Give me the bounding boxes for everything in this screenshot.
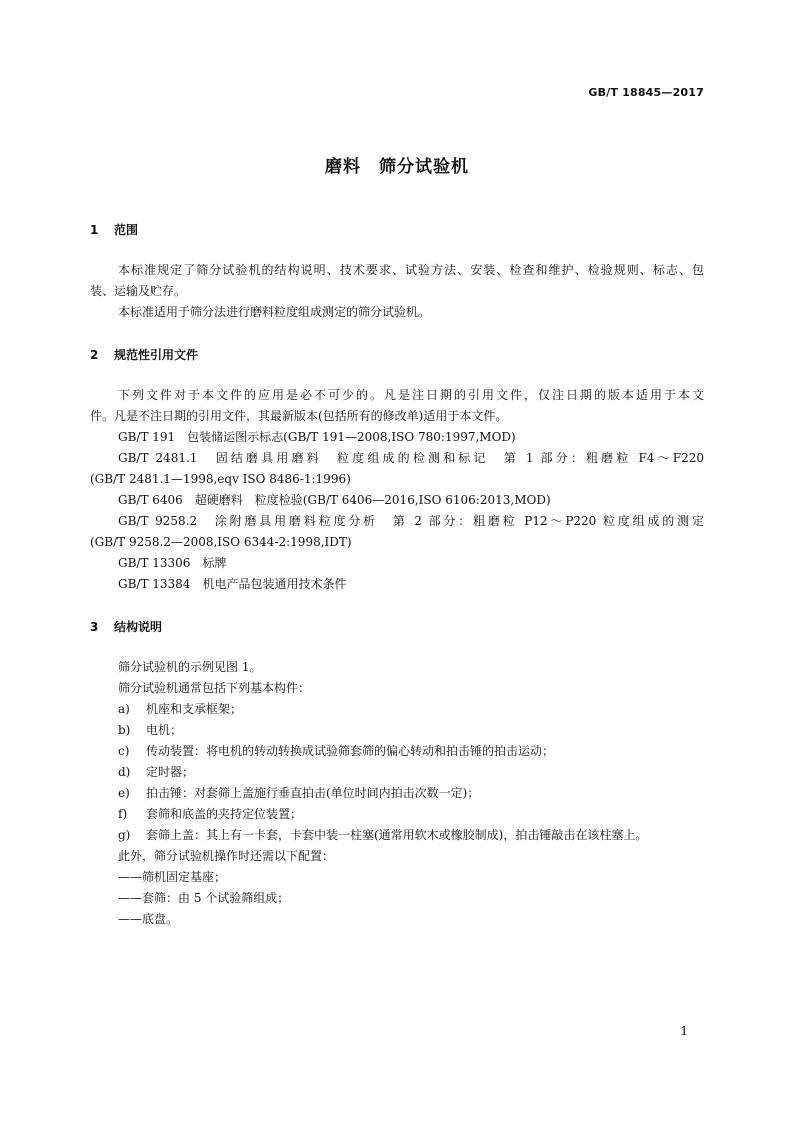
list-item-label: e) bbox=[118, 786, 130, 800]
list-item bbox=[118, 764, 194, 780]
section-number: 2 bbox=[90, 348, 99, 362]
scope-paragraph: 本标准适用于筛分法进行磨料粒度组成测定的筛分试验机。 bbox=[118, 305, 431, 319]
list-item bbox=[118, 701, 242, 717]
page-number: 1 bbox=[680, 1024, 688, 1038]
scope-paragraph-line: 本标准规定了筛分试验机的结构说明、技术要求、试验方法、安装、检查和维护、检验规则、标志、包 bbox=[118, 263, 704, 277]
list-item bbox=[118, 722, 182, 738]
reference-item: GB/T 191 包装储运图示标志(GB/T 191—2008,ISO 780:1997,MOD) bbox=[118, 430, 516, 444]
list-item bbox=[118, 743, 554, 759]
list-item-label: c) bbox=[118, 744, 130, 758]
refs-intro-line: 件。凡是不注日期的引用文件，其最新版本(包括所有的修改单)适用于本文件。 bbox=[90, 409, 508, 423]
list-item-text: 拍击锤：对套筛上盖施行垂直拍击(单位时间内拍击次数一定)； bbox=[146, 786, 480, 800]
dash-list-item: ——筛机固定基座； bbox=[118, 870, 227, 884]
list-item bbox=[118, 806, 302, 822]
reference-item: GB/T 9258.2 涂附磨具用磨料粒度分析 第 2 部分：粗磨粒 P12～P220 粒度组成的测定 bbox=[118, 514, 704, 528]
section-title: 结构说明 bbox=[114, 620, 163, 634]
section-heading-structure bbox=[90, 618, 162, 635]
list-item bbox=[118, 827, 647, 843]
structure-paragraph: 此外，筛分试验机操作时还需以下配置： bbox=[118, 849, 335, 863]
list-item-text: 传动装置：将电机的转动转换成试验筛套筛的偏心转动和拍击锤的拍击运动； bbox=[146, 744, 555, 758]
standard-code: GB/T 18845—2017 bbox=[588, 86, 704, 99]
section-heading-scope bbox=[90, 221, 138, 238]
list-item-text: 套筛和底盖的夹持定位装置； bbox=[146, 807, 303, 821]
list-item-text: 电机； bbox=[146, 723, 183, 737]
reference-item: GB/T 13306 标牌 bbox=[118, 556, 227, 570]
dash-list-item: ——套筛：由 5 个试验筛组成； bbox=[118, 891, 290, 905]
reference-item: GB/T 2481.1 固结磨具用磨料 粒度组成的检测和标记 第 1 部分：粗磨粒 F4～F220 bbox=[118, 451, 704, 465]
scope-paragraph-line: 装、运输及贮存。 bbox=[90, 284, 187, 298]
list-item-text: 机座和支承框架； bbox=[146, 702, 243, 716]
structure-paragraph: 筛分试验机的示例见图 1。 bbox=[118, 660, 262, 674]
reference-item: GB/T 13384 机电产品包装通用技术条件 bbox=[118, 577, 347, 591]
list-item-label: g) bbox=[118, 828, 131, 842]
dash-list-item: ——底盘。 bbox=[118, 912, 179, 926]
list-item-label: f) bbox=[118, 807, 128, 821]
reference-item-continuation: (GB/T 2481.1—1998,eqv ISO 8486-1:1996) bbox=[90, 472, 351, 486]
section-heading-normative-references bbox=[90, 346, 198, 363]
section-title: 范围 bbox=[114, 223, 139, 237]
section-title: 规范性引用文件 bbox=[114, 348, 199, 362]
list-item-text: 套筛上盖：其上有一卡套，卡套中装一柱塞(通常用软木或橡胶制成)，拍击锤敲击在该柱塞上。 bbox=[146, 828, 648, 842]
section-number: 1 bbox=[90, 223, 99, 237]
structure-paragraph: 筛分试验机通常包括下列基本构件： bbox=[118, 681, 311, 695]
list-item-label: d) bbox=[118, 765, 131, 779]
list-item-label: b) bbox=[118, 723, 131, 737]
reference-item: GB/T 6406 超硬磨料 粒度检验(GB/T 6406—2016,ISO 6106:2013,MOD) bbox=[118, 493, 551, 507]
refs-intro-line: 下列文件对于本文件的应用是必不可少的。凡是注日期的引用文件，仅注日期的版本适用于本文 bbox=[118, 388, 704, 402]
list-item-label: a) bbox=[118, 702, 130, 716]
page-title: 磨料 筛分试验机 bbox=[325, 157, 469, 177]
section-number: 3 bbox=[90, 620, 99, 634]
reference-item-continuation: (GB/T 9258.2—2008,ISO 6344-2:1998,IDT) bbox=[90, 535, 352, 549]
list-item bbox=[118, 785, 479, 801]
list-item-text: 定时器； bbox=[146, 765, 195, 779]
